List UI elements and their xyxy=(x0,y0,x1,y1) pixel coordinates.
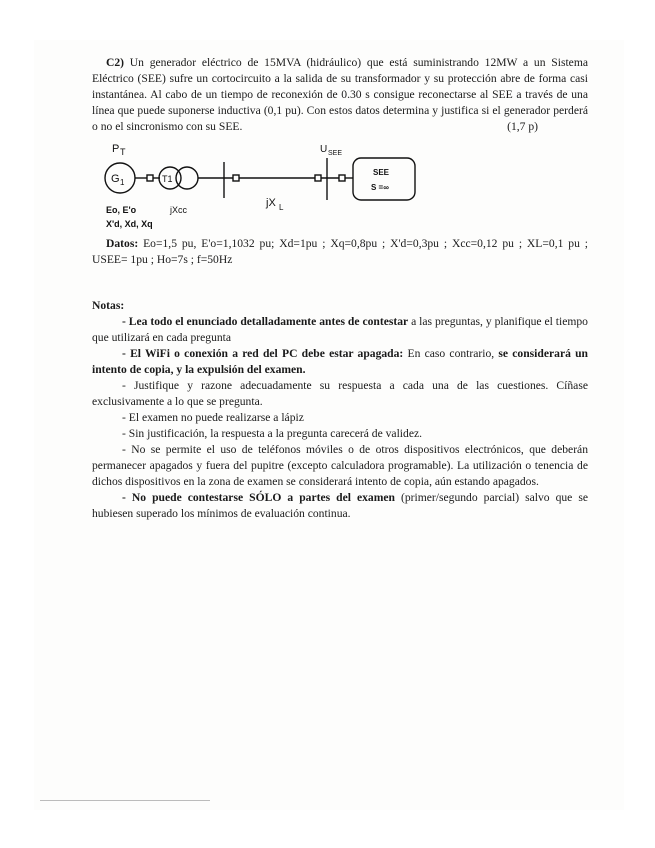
xl-label: jX xyxy=(266,197,276,209)
question-points: (1,7 p) xyxy=(507,120,538,133)
notas-title: Notas: xyxy=(92,299,125,312)
circuit-diagram xyxy=(90,138,510,233)
see-box xyxy=(353,158,415,200)
notas-section xyxy=(92,298,588,522)
generator-label: G xyxy=(111,173,120,185)
nota-item: - El examen no puede realizarse a lápiz xyxy=(122,411,304,424)
nota-item: - Lea todo el enunciado detalladamente antes de contestar a las preguntas, y planifique el tiempo que utilizará en cada pregunta xyxy=(92,315,588,344)
datos-paragraph xyxy=(92,236,588,268)
nota-item: - Justifique y razone adecuadamente su respuesta a cada una de las cuestiones. Cíñase exclusivamente a lo que se pregunta. xyxy=(92,379,588,408)
xl-subscript: L xyxy=(279,203,284,212)
nota-item: - Sin justificación, la respuesta a la pregunta carecerá de validez. xyxy=(122,427,423,440)
see-label: SEE xyxy=(373,168,390,177)
usee-subscript: SEE xyxy=(328,150,343,157)
question-label: C2) xyxy=(106,56,125,69)
page-edge-line xyxy=(40,800,210,801)
nota-item: - No puede contestarse SÓLO a partes del examen (primer/segundo parcial) salvo que se hubiesen superado los mínimos de evaluación continua. xyxy=(92,491,589,520)
question-paragraph xyxy=(92,55,588,135)
see-power-label: S =∞ xyxy=(371,183,389,192)
generator-params-2: X'd, Xd, Xq xyxy=(106,219,153,229)
pt-label: P xyxy=(112,143,120,155)
datos-text: Eo=1,5 pu, E'o=1,1032 pu; Xd=1pu ; Xq=0,8pu ; X'd=0,3pu ; Xcc=0,12 pu ; XL=0,1 pu ; USEE= 1pu ; Ho=7s ; f=50Hz xyxy=(92,237,588,266)
nota-item: - No se permite el uso de teléfonos móviles o de otros dispositivos electrónicos, que deberán permanecer apagados y fuera del pupitre (excepto calculadora programable). La utilización o tenencia de dichos dispositivos en la zona de examen se considerará intento de copia, aún estando apagados. xyxy=(92,443,588,488)
generator-params-1: Eo, E'o xyxy=(106,205,137,215)
usee-label: U xyxy=(320,144,328,155)
transformer-label: T1 xyxy=(162,174,173,184)
question-text: Un generador eléctrico de 15MVA (hidráulico) que está suministrando 12MW a un Sistema Eléctrico (SEE) sufre un cortocircuito a la salida de su transformador y su protección abre de forma casi instantánea. Al cabo de un tiempo de reconexión de 0.30 s consigue reconectarse al SEE a través de una línea que puede suponerse inductiva (0,1 pu). Con estos datos determina y justifica si el generador perderá o no el sincronismo con su SEE. xyxy=(92,56,588,133)
nota-item: - El WiFi o conexión a red del PC debe estar apagada: En caso contrario, se considerará un intento de copia, y la expulsión del examen. xyxy=(92,347,588,376)
datos-label: Datos: xyxy=(106,237,139,250)
pt-subscript: T xyxy=(120,147,126,157)
generator-subscript: 1 xyxy=(120,178,125,187)
xcc-label: jXcc xyxy=(170,205,188,215)
